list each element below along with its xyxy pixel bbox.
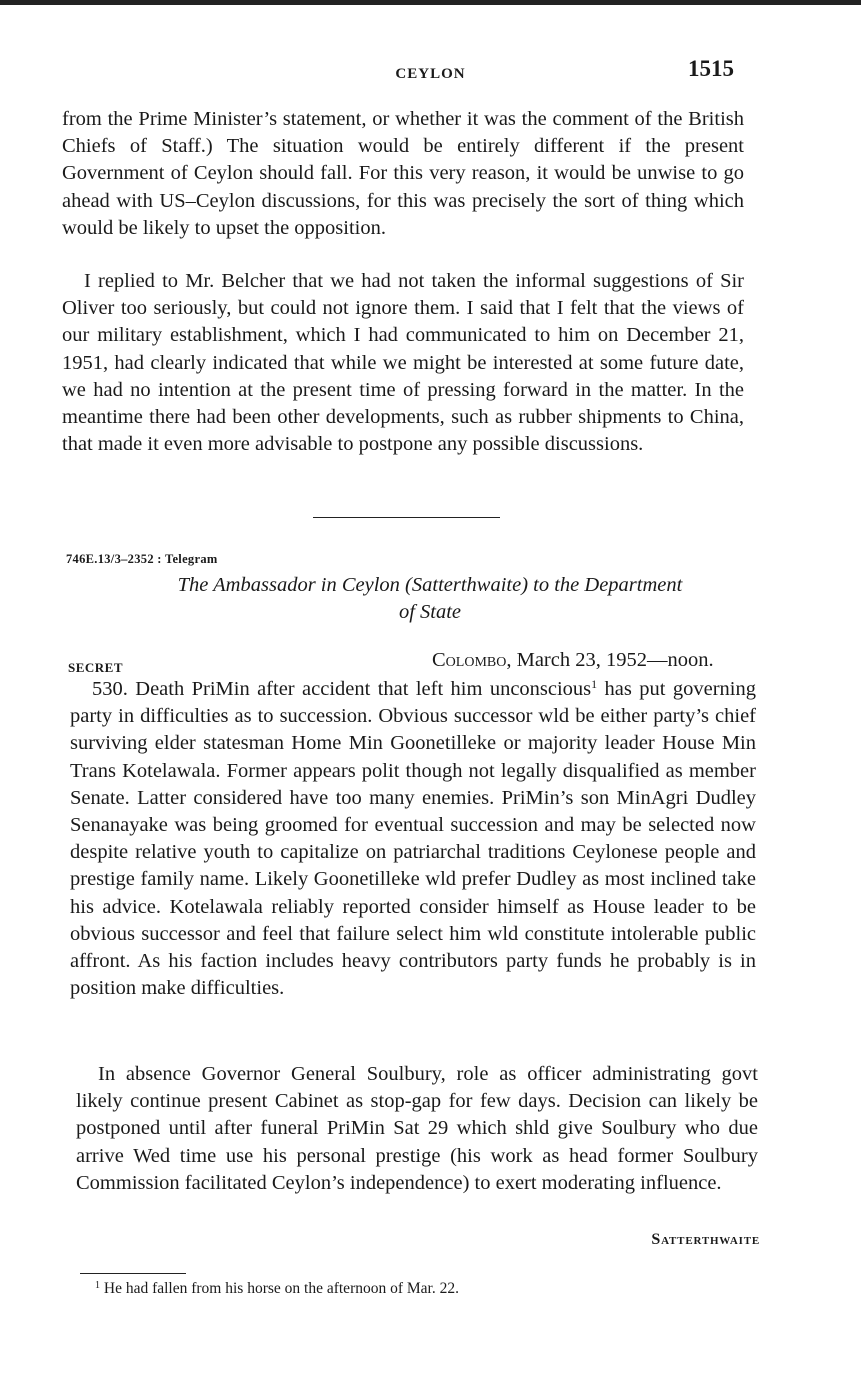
dateline-date: , March 23, 1952—noon. xyxy=(506,649,714,671)
dateline xyxy=(432,649,714,672)
footnote-reference: 1 xyxy=(591,677,598,691)
signature: Satterthwaite xyxy=(651,1231,760,1248)
footnote-marker: 1 xyxy=(95,1280,100,1291)
telegram-paragraph-1 xyxy=(70,676,756,1002)
telegram-text-b: has put governing party in difficulties as to succession. Obvious successor wld be either party’s chief surviving elder statesman Home Min Goonetilleke or majority leader House Min Trans Kotelawala. Former appears polit though not legally disqualified as member Senate. Latter considered have too many enemies. PriMin’s son MinAgri Dudley Senanayake was being groomed for eventual succession and may be selected now despite relative youth to capitalize on patriarchal traditions Ceylonese people and prestige family name. Likely Goonetilleke wld prefer Dudley as most inclined take his advice. Kotelawala reliably reported consider himself as House leader to be obvious successor and feel that failure select him wld constitute intolerable public affront. As his faction includes heavy contributors party funds he probably is in position make difficulties. xyxy=(70,678,756,1000)
dateline-place: Colombo xyxy=(432,649,507,671)
document-heading xyxy=(80,572,780,626)
telegram-paragraph-2: In absence Governor General Soulbury, role as officer administrating govt likely continue present Cabinet as stop-gap for few days. Decision can likely be postponed until after funeral PriMin Sat 29 which shld give Soulbury who due arrive Wed time use his personal prestige (his work as head former Soulbury Commission facilitated Ceylon’s independence) to exert moderating influence. xyxy=(76,1063,758,1194)
document-reference: 746E.13/3–2352 : Telegram xyxy=(66,552,218,566)
page-number: 1515 xyxy=(688,56,734,81)
paragraph-continued: from the Prime Minister’s statement, or whether it was the comment of the British Chiefs of Staff.) The situation would be entirely different if the present Government of Ceylon should fall. For this very reason, it would be unwise to go ahead with US–Ceylon discussions, for this was precisely the sort of thing which would be likely to upset the opposition. xyxy=(62,108,744,239)
footnote-divider xyxy=(80,1273,186,1274)
page-top-border xyxy=(0,0,861,5)
classification-label: SECRET xyxy=(68,660,124,675)
document-heading-line1: The Ambassador in Ceylon (Satterthwaite) to the Department xyxy=(177,574,683,596)
running-head: CEYLON xyxy=(395,66,466,82)
document-heading-line2: of State xyxy=(398,601,462,623)
footnote-text: He had fallen from his horse on the afternoon of Mar. 22. xyxy=(100,1280,459,1297)
telegram-text-a: 530. Death PriMin after accident that left him unconscious xyxy=(92,678,592,700)
section-divider xyxy=(313,517,500,518)
paragraph-reply: I replied to Mr. Belcher that we had not taken the informal suggestions of Sir Oliver too seriously, but could not ignore them. I said that I felt that the views of our military establishment, which I had communicated to him on December 21, 1951, had clearly indicated that while we might be interested at some future date, we had no intention at the present time of pressing forward in the matter. In the meantime there had been other developments, such as rubber shipments to China, that made it even more advisable to postpone any possible discussions. xyxy=(62,270,744,456)
footnote xyxy=(95,1280,459,1298)
